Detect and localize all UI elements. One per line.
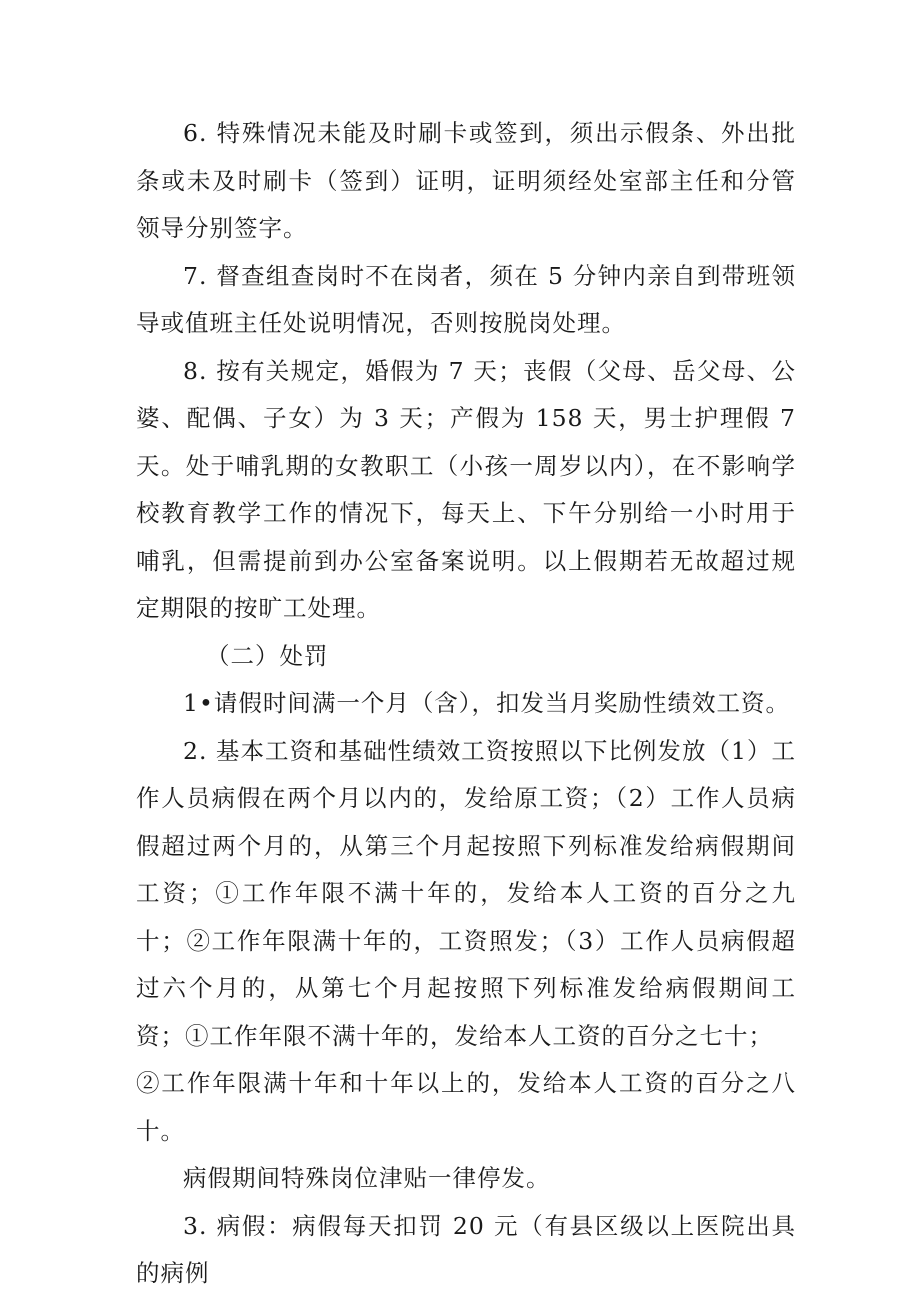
document-body bbox=[136, 110, 796, 1298]
paragraph-penalty-2-continued: ②工作年限满十年和十年以上的，发给本人工资的百分之八十。 bbox=[136, 1069, 796, 1145]
paragraph-item-6-checkin-exception: 6. 特殊情况未能及时刷卡或签到，须出示假条、外出批条或未及时刷卡（签到）证明，证明须经处室部主任和分管领导分别签字。 bbox=[136, 119, 796, 242]
paragraph-item-7-post-inspection: 7. 督查组查岗时不在岗者，须在 5 分钟内亲自到带班领导或值班主任处说明情况，否则按脱岗处理。 bbox=[136, 261, 796, 337]
paragraph-item-8-leave-rules: 8. 按有关规定，婚假为 7 天；丧假（父母、岳父母、公婆、配偶、子女）为 3 天；产假为 158 天，男士护理假 7 天。处于哺乳期的女教职工（小孩一周岁以内），在不影响学校教育教学工作的情况下，每天上、下午分别给一小时用于哺乳，但需提前到办公室备案说明。以上假期若无故超过规定期限的按旷工处理。 bbox=[136, 356, 796, 622]
paragraph-penalty-3-sick-leave: 3. 病假：病假每天扣罚 20 元（有县区级以上医院出具的病例 bbox=[136, 1211, 796, 1287]
paragraph-penalty-2: 2. 基本工资和基础性绩效工资按照以下比例发放（1）工作人员病假在两个月以内的，发给原工资；（2）工作人员病假超过两个月的，从第三个月起按照下列标准发给病假期间工资；①工作年限不满十年的，发给本人工资的百分之九十；②工作年限满十年的，工资照发；（3）工作人员病假超过六个月的，从第七个月起按照下列标准发给病假期间工资；①工作年限不满十年的，发给本人工资的百分之七十； bbox=[136, 736, 796, 1050]
paragraph-penalty-1: 1•请假时间满一个月（含），扣发当月奖励性绩效工资。 bbox=[183, 689, 791, 717]
section-heading-penalties: （二）处罚 bbox=[206, 641, 329, 670]
paragraph-special-allowance: 病假期间特殊岗位津贴一律停发。 bbox=[183, 1164, 551, 1192]
